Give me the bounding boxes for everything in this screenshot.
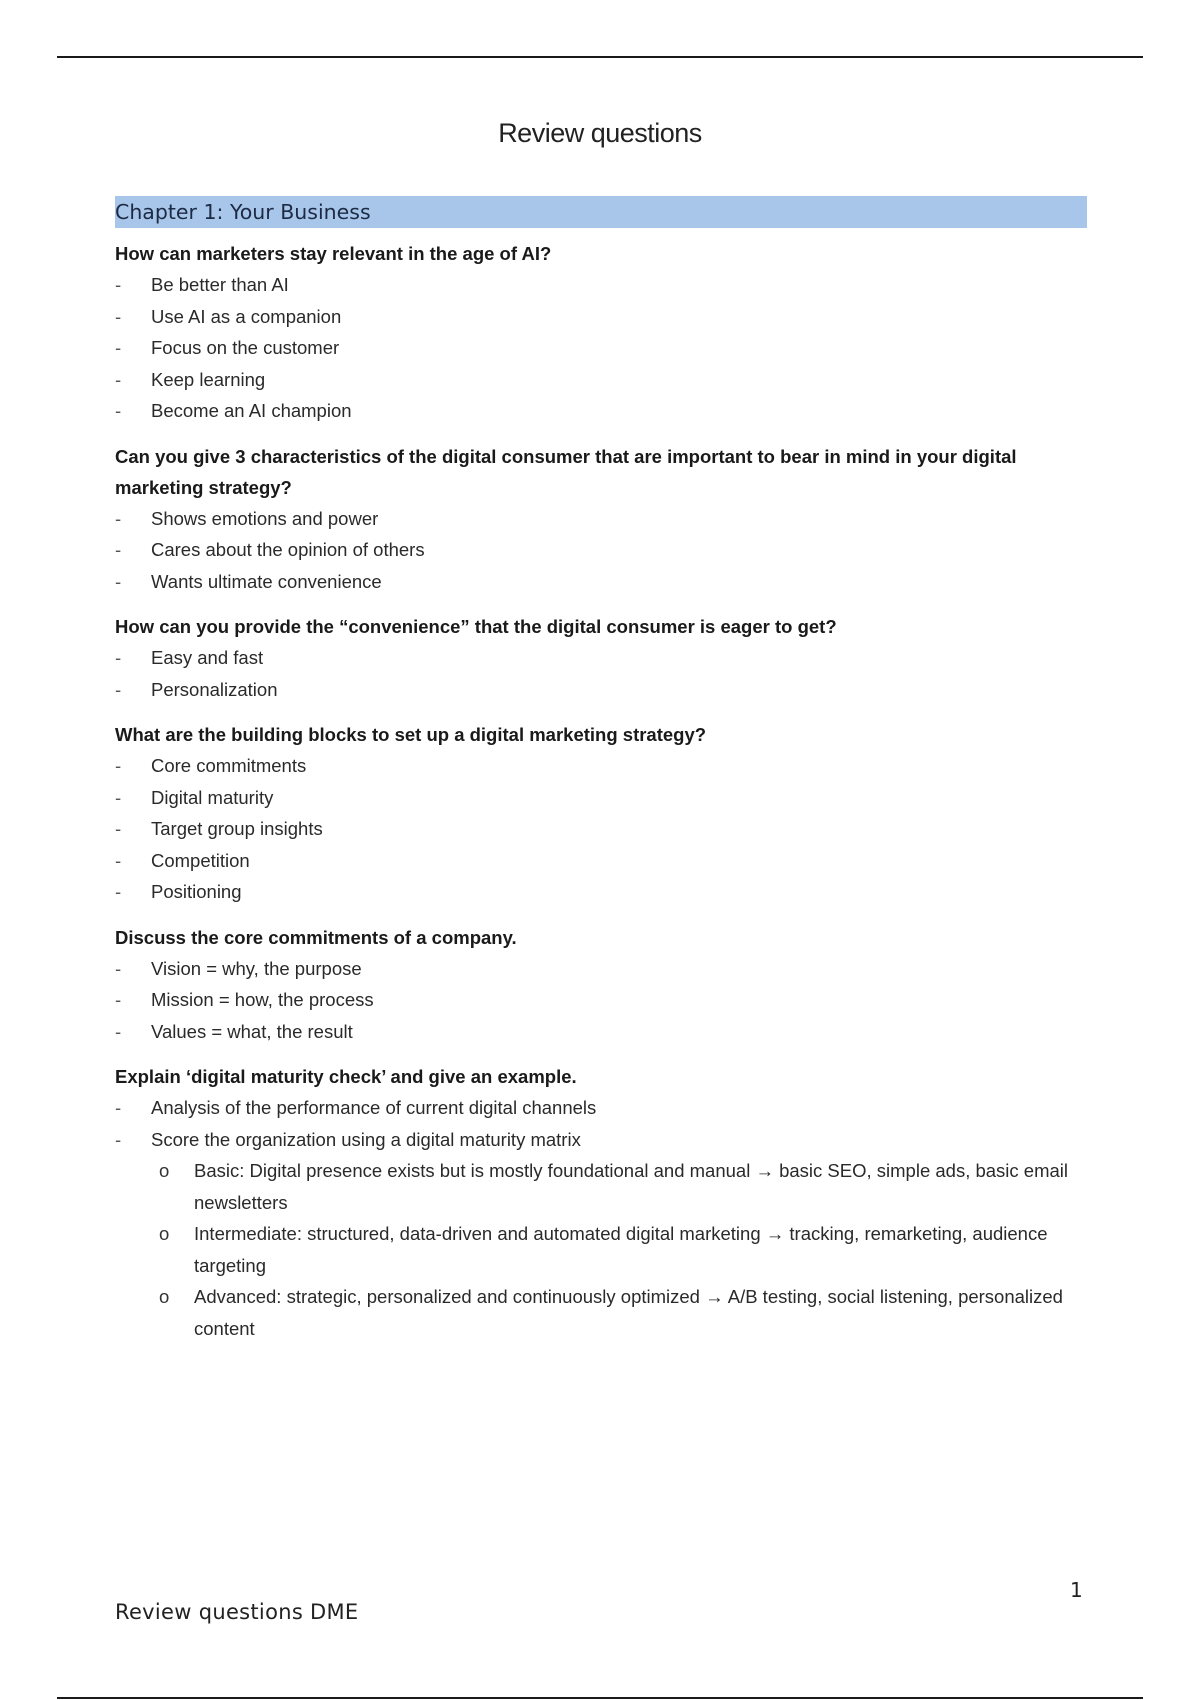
dash-bullet: - [115,786,122,808]
sub-answer-list [115,1155,1087,1344]
dash-bullet: - [115,1020,122,1042]
question: Discuss the core commitments of a company. [115,926,517,948]
answer-item [115,269,1087,301]
answer-item [115,750,1087,782]
sub-answer-item [115,1155,1087,1218]
dash-bullet: - [115,507,122,529]
answer-item [115,782,1087,814]
sub-answer-text: Basic: Digital presence exists but is mostly foundational and manual → basic SEO, simple ads, basic email newsletters [194,1160,1069,1213]
answer-list [115,642,1087,705]
dash-bullet: - [115,400,122,421]
answer-item [115,364,1087,396]
answer-text: Focus on the customer [151,337,340,358]
dash-bullet: - [115,570,122,592]
circle-bullet: o [159,1286,170,1307]
answer-text: Analysis of the performance of current digital channels [151,1097,597,1118]
answer-item [115,1016,1087,1048]
answer-item [115,813,1087,845]
question: Explain ‘digital maturity check’ and give an example. [115,1066,577,1087]
sub-answer-text: Intermediate: structured, data-driven and automated digital marketing → tracking, remarketing, audience targeting [194,1223,1048,1276]
answer-list [115,750,1087,908]
answer-item [115,1124,1087,1156]
answer-text: Wants ultimate convenience [151,570,382,592]
dash-bullet: - [115,818,122,839]
chapter-heading: Chapter 1: Your Business [115,196,1087,228]
answer-item [115,534,1087,566]
answer-item [115,332,1087,364]
answer-text: Become an AI champion [151,400,352,421]
answer-item [115,642,1087,674]
answer-item [115,503,1087,535]
dash-bullet: - [115,957,122,979]
circle-bullet: o [159,1160,170,1181]
answer-text: Score the organization using a digital maturity matrix [151,1128,581,1150]
qa-block [115,611,1087,705]
answer-item [115,984,1087,1016]
qa-block [115,719,1087,908]
answer-text: Values = what, the result [151,1020,353,1042]
dash-bullet: - [115,1097,122,1118]
question: Can you give 3 characteristics of the digital consumer that are important to bear in mind in your digital marketing strategy? [115,445,1017,498]
question: How can marketers stay relevant in the age of AI? [115,243,552,264]
answer-text: Target group insights [151,818,323,839]
answer-text: Easy and fast [151,647,264,668]
dash-bullet: - [115,755,122,776]
answer-item [115,1092,1087,1124]
answer-item [115,876,1087,908]
qa-block [115,441,1087,598]
dash-bullet: - [115,1128,122,1150]
answer-item [115,953,1087,985]
question: How can you provide the “convenience” that the digital consumer is eager to get? [115,616,837,637]
answer-text: Personalization [151,678,278,700]
answer-text: Digital maturity [151,786,274,808]
answer-item [115,845,1087,877]
header-rule [57,56,1143,58]
dash-bullet: - [115,337,122,358]
dash-bullet: - [115,539,122,560]
qa-block [115,238,1087,427]
question: What are the building blocks to set up a digital marketing strategy? [115,724,707,745]
answer-list [115,269,1087,427]
dash-bullet: - [115,368,122,390]
footer-text: Review questions DME [115,1600,359,1624]
page-number: 1 [1070,1578,1083,1602]
answer-list [115,503,1087,598]
document-body [115,196,1087,1358]
page-title: Review questions [498,118,702,148]
answer-item [115,395,1087,427]
dash-bullet: - [115,881,122,902]
qa-block [115,922,1087,1048]
sub-answer-item [115,1218,1087,1281]
answer-item [115,566,1087,598]
answer-list [115,953,1087,1048]
dash-bullet: - [115,274,122,295]
answer-text: Core commitments [151,755,307,776]
answer-item [115,674,1087,706]
sub-answer-item [115,1281,1087,1344]
circle-bullet: o [159,1223,170,1244]
dash-bullet: - [115,678,122,700]
answer-text: Competition [151,849,250,871]
answer-text: Keep learning [151,368,266,390]
answer-text: Be better than AI [151,274,289,295]
sub-answer-text: Advanced: strategic, personalized and continuously optimized → A/B testing, social listening, personalized content [194,1286,1063,1339]
footer-rule [57,1697,1143,1699]
answer-text: Mission = how, the process [151,989,374,1010]
answer-text: Use AI as a companion [151,305,342,327]
dash-bullet: - [115,305,122,327]
answer-text: Shows emotions and power [151,507,379,529]
answer-text: Cares about the opinion of others [151,539,425,560]
dash-bullet: - [115,849,122,871]
answer-text: Positioning [151,881,242,902]
dash-bullet: - [115,647,122,668]
answer-item [115,301,1087,333]
answer-list [115,1092,1087,1155]
answer-text: Vision = why, the purpose [151,957,362,979]
dash-bullet: - [115,989,122,1010]
qa-block [115,1061,1087,1344]
